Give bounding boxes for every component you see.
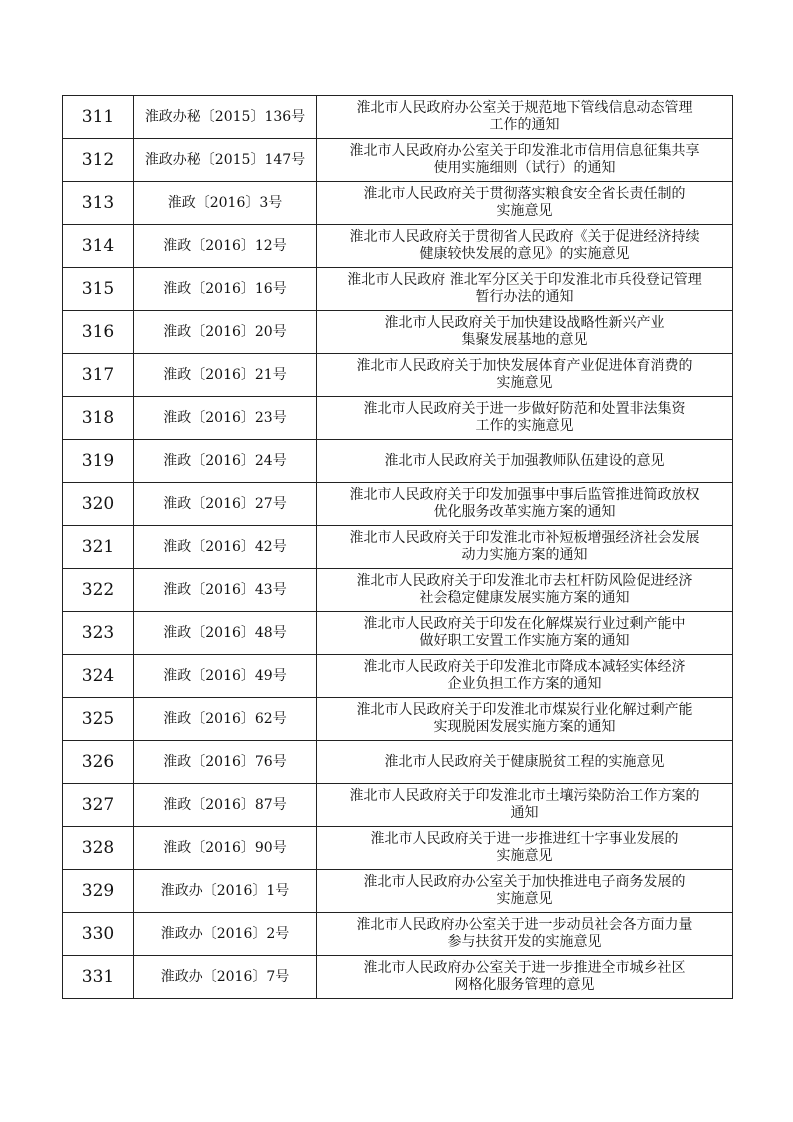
title-line: 淮北市人民政府办公室关于进一步动员社会各方面力量 [356, 917, 693, 933]
title-line: 淮北市人民政府关于印发淮北市去杠杆防风险促进经济 [356, 573, 693, 589]
document-number: 淮政办〔2016〕2号 [134, 913, 317, 956]
row-number: 326 [63, 741, 134, 784]
row-number: 327 [63, 784, 134, 827]
title-line: 淮北市人民政府关于贯彻落实粮食安全省长责任制的 [363, 186, 686, 202]
document-number: 淮政〔2016〕24号 [134, 440, 317, 483]
document-number: 淮政〔2016〕16号 [134, 268, 317, 311]
document-title [317, 870, 733, 913]
document-title [317, 569, 733, 612]
title-line: 通知 [510, 805, 539, 821]
document-number: 淮政〔2016〕12号 [134, 225, 317, 268]
document-number: 淮政〔2016〕87号 [134, 784, 317, 827]
table-row [63, 612, 733, 655]
title-line: 淮北市人民政府关于加强教师队伍建设的意见 [384, 452, 665, 469]
title-line: 实施意见 [496, 203, 553, 219]
title-line: 使用实施细则（试行）的通知 [433, 160, 616, 176]
document-title [317, 655, 733, 698]
document-title [317, 139, 733, 182]
document-title [317, 96, 733, 139]
document-number: 淮政〔2016〕42号 [134, 526, 317, 569]
table-row [63, 139, 733, 182]
row-number: 329 [63, 870, 134, 913]
row-number: 324 [63, 655, 134, 698]
table-row [63, 182, 733, 225]
table-row [63, 956, 733, 999]
document-title [317, 784, 733, 827]
document-title [317, 827, 733, 870]
document-number: 淮政〔2016〕76号 [134, 741, 317, 784]
title-line: 淮北市人民政府办公室关于加快推进电子商务发展的 [363, 874, 686, 890]
document-number: 淮政办〔2016〕1号 [134, 870, 317, 913]
title-line: 淮北市人民政府办公室关于印发淮北市信用信息征集共享 [349, 143, 700, 159]
row-number: 331 [63, 956, 134, 999]
row-number: 317 [63, 354, 134, 397]
title-line: 淮北市人民政府关于印发在化解煤炭行业过剩产能中 [363, 616, 686, 632]
title-line: 淮北市人民政府办公室关于规范地下管线信息动态管理 [356, 100, 693, 116]
table-row [63, 913, 733, 956]
title-line: 淮北市人民政府关于印发加强事中事后监管推进简政放权 [349, 487, 700, 503]
document-title [317, 741, 733, 784]
title-line: 暂行办法的通知 [475, 289, 574, 305]
row-number: 328 [63, 827, 134, 870]
title-line: 参与扶贫开发的实施意见 [447, 934, 602, 950]
title-line: 企业负担工作方案的通知 [447, 676, 602, 692]
table-row [63, 483, 733, 526]
row-number: 320 [63, 483, 134, 526]
document-number: 淮政办秘〔2015〕136号 [134, 96, 317, 139]
title-line: 淮北市人民政府关于健康脱贫工程的实施意见 [384, 753, 665, 770]
title-line: 健康较快发展的意见》的实施意见 [419, 246, 630, 262]
table-row [63, 397, 733, 440]
row-number: 313 [63, 182, 134, 225]
title-line: 实施意见 [496, 891, 553, 907]
document-title [317, 354, 733, 397]
document-title [317, 956, 733, 999]
row-number: 314 [63, 225, 134, 268]
title-line: 工作的通知 [489, 117, 560, 133]
title-line: 实施意见 [496, 375, 553, 391]
table-row [63, 440, 733, 483]
document-title [317, 397, 733, 440]
table-row [63, 569, 733, 612]
title-line: 淮北市人民政府办公室关于进一步推进全市城乡社区 [363, 960, 686, 976]
document-title [317, 612, 733, 655]
table-row [63, 655, 733, 698]
title-line: 工作的实施意见 [475, 418, 574, 434]
document-number: 淮政办秘〔2015〕147号 [134, 139, 317, 182]
row-number: 316 [63, 311, 134, 354]
document-title [317, 440, 733, 483]
table-row [63, 311, 733, 354]
title-line: 网格化服务管理的意见 [454, 977, 595, 993]
document-number: 淮政〔2016〕43号 [134, 569, 317, 612]
row-number: 323 [63, 612, 134, 655]
document-number: 淮政〔2016〕20号 [134, 311, 317, 354]
table-row [63, 741, 733, 784]
document-number: 淮政〔2016〕23号 [134, 397, 317, 440]
row-number: 318 [63, 397, 134, 440]
title-line: 社会稳定健康发展实施方案的通知 [419, 590, 630, 606]
table-row [63, 827, 733, 870]
title-line: 动力实施方案的通知 [461, 547, 588, 563]
document-number: 淮政〔2016〕48号 [134, 612, 317, 655]
title-line: 淮北市人民政府关于进一步做好防范和处置非法集资 [363, 401, 686, 417]
title-line: 淮北市人民政府 淮北军分区关于印发淮北市兵役登记管理 [347, 272, 702, 288]
title-line: 集聚发展基地的意见 [461, 332, 588, 348]
row-number: 311 [63, 96, 134, 139]
document-number: 淮政〔2016〕49号 [134, 655, 317, 698]
table-row [63, 870, 733, 913]
table-body [63, 96, 733, 999]
row-number: 319 [63, 440, 134, 483]
title-line: 做好职工安置工作实施方案的通知 [419, 633, 630, 649]
document-number: 淮政〔2016〕62号 [134, 698, 317, 741]
title-line: 淮北市人民政府关于印发淮北市煤炭行业化解过剩产能 [356, 702, 693, 718]
document-title [317, 698, 733, 741]
row-number: 321 [63, 526, 134, 569]
row-number: 312 [63, 139, 134, 182]
document-number: 淮政〔2016〕90号 [134, 827, 317, 870]
document-title [317, 311, 733, 354]
table-row [63, 526, 733, 569]
document-number: 淮政〔2016〕3号 [134, 182, 317, 225]
row-number: 330 [63, 913, 134, 956]
title-line: 淮北市人民政府关于印发淮北市降成本减轻实体经济 [363, 659, 686, 675]
table-row [63, 96, 733, 139]
document-number: 淮政〔2016〕21号 [134, 354, 317, 397]
document-title [317, 225, 733, 268]
title-line: 淮北市人民政府关于印发淮北市补短板增强经济社会发展 [349, 530, 700, 546]
table-row [63, 784, 733, 827]
title-line: 淮北市人民政府关于进一步推进红十字事业发展的 [370, 831, 679, 847]
title-line: 淮北市人民政府关于贯彻省人民政府《关于促进经济持续 [349, 229, 700, 245]
row-number: 325 [63, 698, 134, 741]
row-number: 322 [63, 569, 134, 612]
title-line: 实现脱困发展实施方案的通知 [433, 719, 616, 735]
title-line: 淮北市人民政府关于加快建设战略性新兴产业 [384, 315, 665, 331]
title-line: 淮北市人民政府关于加快发展体育产业促进体育消费的 [356, 358, 693, 374]
table-row [63, 354, 733, 397]
document-title [317, 913, 733, 956]
title-line: 淮北市人民政府关于印发淮北市土壤污染防治工作方案的 [349, 788, 700, 804]
document-number: 淮政〔2016〕27号 [134, 483, 317, 526]
document-list-table [62, 95, 733, 999]
table-row [63, 268, 733, 311]
document-title [317, 268, 733, 311]
table-row [63, 698, 733, 741]
title-line: 实施意见 [496, 848, 553, 864]
row-number: 315 [63, 268, 134, 311]
document-number: 淮政办〔2016〕7号 [134, 956, 317, 999]
table-row [63, 225, 733, 268]
document-title [317, 182, 733, 225]
document-title [317, 526, 733, 569]
document-title [317, 483, 733, 526]
title-line: 优化服务改革实施方案的通知 [433, 504, 616, 520]
